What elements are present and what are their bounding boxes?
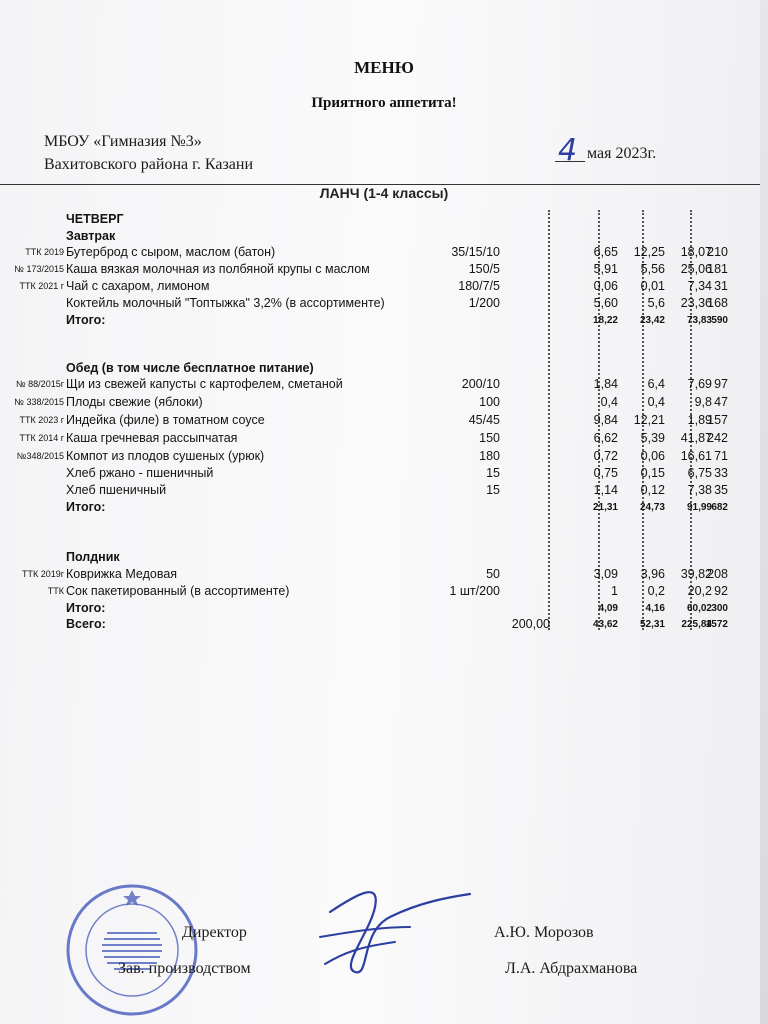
item-protein: 5,60 <box>593 296 618 310</box>
table-row <box>0 296 768 312</box>
item-weight: 45/45 <box>468 413 500 427</box>
total-carbs: 73,83 <box>686 315 712 326</box>
table-row <box>0 567 768 583</box>
item-fat: 0,12 <box>640 483 665 497</box>
production-head-label: Зав. производством <box>118 960 251 977</box>
page-subtitle: Приятного аппетита! <box>311 95 457 111</box>
item-fat: 5,6 <box>647 296 665 310</box>
item-protein: 3,09 <box>593 567 618 581</box>
director-name: А.Ю. Морозов <box>494 924 594 941</box>
item-kcal: 31 <box>714 279 728 293</box>
grand-carbs: 225,84 <box>681 619 712 630</box>
subtotal-label: Итого: <box>66 313 106 327</box>
item-fat: 0,06 <box>640 449 665 463</box>
item-fat: 12,21 <box>633 413 665 427</box>
item-carbs: 9,8 <box>694 395 712 409</box>
day-heading <box>0 212 768 228</box>
item-carbs: 7,34 <box>687 279 712 293</box>
item-fat: 3,96 <box>640 567 665 581</box>
org-name: МБОУ «Гимназия №3» <box>44 133 202 150</box>
item-protein: 1,14 <box>593 483 618 497</box>
item-name: Коврижка Медовая <box>66 567 178 581</box>
item-name: Плоды свежие (яблоки) <box>66 395 203 409</box>
item-carbs: 1,89 <box>687 413 712 427</box>
total-protein: 4,09 <box>598 603 618 614</box>
signature-icon <box>300 872 480 982</box>
item-kcal: 71 <box>714 449 728 463</box>
total-fat: 4,16 <box>645 603 665 614</box>
item-protein: 0,75 <box>593 466 618 480</box>
item-name: Чай с сахаром, лимоном <box>66 279 210 293</box>
section-title: ЛАНЧ (1-4 классы) <box>319 185 449 201</box>
item-weight: 50 <box>486 567 500 581</box>
table-row <box>0 431 768 447</box>
item-kcal: 157 <box>707 413 728 427</box>
grand-protein: 43,62 <box>592 619 618 630</box>
item-kcal: 210 <box>707 245 728 259</box>
item-protein: 0,72 <box>593 449 618 463</box>
item-protein: 0,4 <box>600 395 618 409</box>
item-fat: 0,01 <box>640 279 665 293</box>
item-weight: 150 <box>479 431 500 445</box>
item-name: Каша вязкая молочная из полбяной крупы с маслом <box>66 262 370 276</box>
item-carbs: 25,06 <box>680 262 712 276</box>
total-kcal: 300 <box>711 603 728 614</box>
grand-total-weight: 200,00 <box>511 617 550 631</box>
item-protein: 6,62 <box>593 431 618 445</box>
item-fat: 12,25 <box>633 245 665 259</box>
total-carbs: 60,02 <box>686 603 712 614</box>
org-district: Вахитовского района г. Казани <box>44 156 253 173</box>
item-name: Индейка (филе) в томатном соусе <box>66 413 265 427</box>
item-code: №348/2015 <box>16 451 64 461</box>
item-kcal: 97 <box>714 377 728 391</box>
item-name: Хлеб ржано - пшеничный <box>66 466 214 480</box>
item-carbs: 7,38 <box>687 483 712 497</box>
official-stamp-icon <box>62 880 202 1020</box>
item-carbs: 18,07 <box>680 245 712 259</box>
table-row <box>0 449 768 465</box>
item-kcal: 181 <box>707 262 728 276</box>
item-weight: 100 <box>479 395 500 409</box>
item-protein: 5,91 <box>593 262 618 276</box>
production-head-name: Л.А. Абдрахманова <box>505 960 638 977</box>
table-row <box>0 245 768 261</box>
date-underline <box>555 160 585 162</box>
item-carbs: 6,75 <box>687 466 712 480</box>
breakfast-heading <box>0 229 768 245</box>
table-row <box>0 413 768 429</box>
total-kcal: 590 <box>711 315 728 326</box>
item-code: № 88/2015г <box>16 379 64 389</box>
subtotal-label: Итого: <box>66 500 106 514</box>
total-protein: 21,31 <box>592 502 618 513</box>
item-code: ТТК 2021 г <box>19 281 64 291</box>
snack-heading <box>0 550 768 566</box>
item-fat: 5,56 <box>640 262 665 276</box>
item-weight: 1/200 <box>468 296 500 310</box>
subtotal-row <box>0 313 768 329</box>
date-day-handwritten: 4 <box>558 133 578 168</box>
item-name: Коктейль молочный "Топтыжка" 3,2% (в ассортименте) <box>66 296 385 310</box>
lunch-heading <box>0 361 768 377</box>
item-weight: 15 <box>486 483 500 497</box>
subtotal-row <box>0 601 768 617</box>
item-kcal: 35 <box>714 483 728 497</box>
item-carbs: 39,82 <box>680 567 712 581</box>
item-name: Компот из плодов сушеных (урюк) <box>66 449 265 463</box>
item-weight: 15 <box>486 466 500 480</box>
item-fat: 6,4 <box>647 377 665 391</box>
item-weight: 1 шт/200 <box>449 584 500 598</box>
item-name: Бутерброд с сыром, маслом (батон) <box>66 245 276 259</box>
day-label: ЧЕТВЕРГ <box>66 212 124 226</box>
item-weight: 180/7/5 <box>458 279 500 293</box>
table-row <box>0 377 768 393</box>
total-fat: 23,42 <box>639 315 665 326</box>
table-row <box>0 395 768 411</box>
item-kcal: 33 <box>714 466 728 480</box>
item-code: № 173/2015 <box>14 264 64 274</box>
item-protein: 6,65 <box>593 245 618 259</box>
page-title: МЕНЮ <box>354 58 414 77</box>
item-kcal: 92 <box>714 584 728 598</box>
item-fat: 5,39 <box>640 431 665 445</box>
item-carbs: 20,2 <box>687 584 712 598</box>
director-label: Директор <box>182 924 247 941</box>
table-row <box>0 584 768 600</box>
item-protein: 9,84 <box>593 413 618 427</box>
grand-total-row <box>0 617 768 633</box>
item-carbs: 16,61 <box>680 449 712 463</box>
item-name: Щи из свежей капусты с картофелем, сметаной <box>66 377 343 391</box>
item-code: ТТК 2023 г <box>19 415 64 425</box>
item-weight: 200/10 <box>461 377 500 391</box>
item-kcal: 208 <box>707 567 728 581</box>
table-row <box>0 262 768 278</box>
item-weight: 180 <box>479 449 500 463</box>
item-fat: 0,2 <box>647 584 665 598</box>
item-kcal: 242 <box>707 431 728 445</box>
item-code: ТТК 2014 г <box>19 433 64 443</box>
table-row <box>0 279 768 295</box>
item-code: ТТК <box>47 586 64 596</box>
item-code: ТТК 2019 <box>25 247 64 257</box>
subtotal-label: Итого: <box>66 601 106 615</box>
item-code: № 338/2015 <box>14 397 64 407</box>
item-weight: 150/5 <box>468 262 500 276</box>
item-protein: 1,84 <box>593 377 618 391</box>
grand-total-label: Всего: <box>66 617 106 631</box>
meal-label: Завтрак <box>66 229 116 243</box>
item-name: Хлеб пшеничный <box>66 483 167 497</box>
total-protein: 18,22 <box>592 315 618 326</box>
item-weight: 35/15/10 <box>451 245 500 259</box>
item-fat: 0,15 <box>640 466 665 480</box>
table-row <box>0 483 768 499</box>
item-carbs: 7,69 <box>687 377 712 391</box>
item-protein: 0,06 <box>593 279 618 293</box>
item-name: Каша гречневая рассыпчатая <box>66 431 238 445</box>
grand-kcal: 1572 <box>705 619 728 630</box>
item-carbs: 41,87 <box>680 431 712 445</box>
subtotal-row <box>0 500 768 516</box>
item-name: Сок пакетированный (в ассортименте) <box>66 584 290 598</box>
item-fat: 0,4 <box>647 395 665 409</box>
total-carbs: 91,99 <box>686 502 712 513</box>
item-kcal: 47 <box>714 395 728 409</box>
item-protein: 1 <box>611 584 618 598</box>
total-fat: 24,73 <box>639 502 665 513</box>
item-kcal: 168 <box>707 296 728 310</box>
total-kcal: 682 <box>711 502 728 513</box>
meal-label: Полдник <box>66 550 120 564</box>
grand-fat: 52,31 <box>639 619 665 630</box>
item-code: ТТК 2019г <box>21 569 64 579</box>
date-month-year: мая 2023г. <box>587 145 657 162</box>
table-row <box>0 466 768 482</box>
item-carbs: 23,36 <box>680 296 712 310</box>
meal-label: Обед (в том числе бесплатное питание) <box>66 361 314 375</box>
